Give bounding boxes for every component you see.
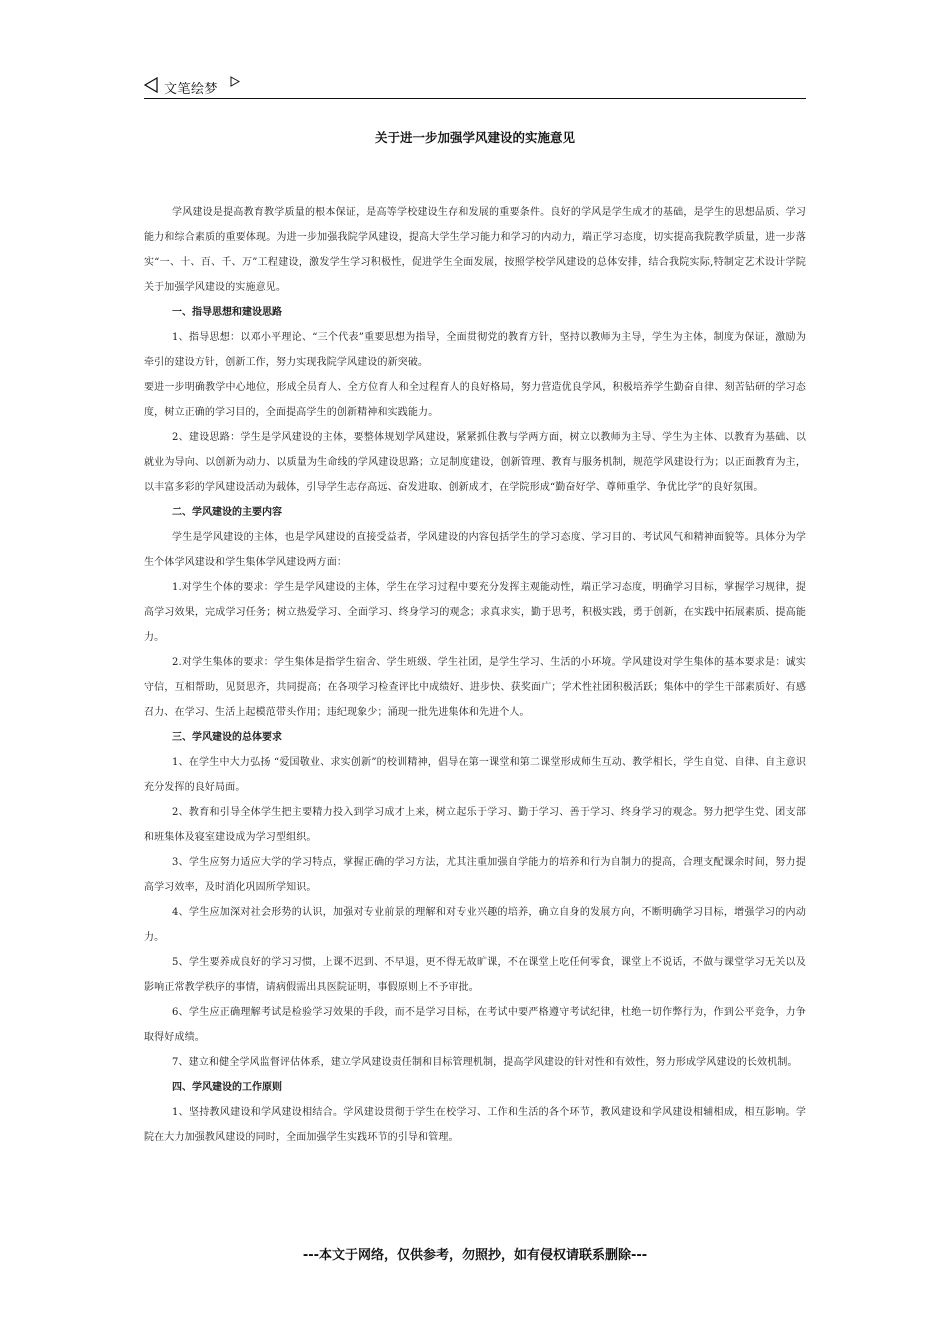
document-body — [144, 200, 806, 1150]
body-paragraph: 1、坚持教风建设和学风建设相结合。学风建设贯彻于学生在校学习、工作和生活的各个环节，教风建设和学风建设相辅相成，相互影响。学院在大力加强教风建设的同时，全面加强学生实践环节的引导和管理。 — [144, 1107, 806, 1143]
body-paragraph: 3、学生应努力适应大学的学习特点，掌握正确的学习方法，尤其注重加强自学能力的培养和行为自制力的提高，合理支配课余时间，努力提高学习效率，及时消化巩固所学知识。 — [144, 857, 806, 893]
brand-name: 文笔绘梦 — [164, 82, 219, 97]
body-paragraph: 1、指导思想：以邓小平理论、“三个代表”重要思想为指导，全面贯彻党的教育方针，坚持以教师为主导，学生为主体，制度为保证，激励为牵引的建设方针，创新工作，努力实现我院学风建设的新突破。 — [144, 332, 806, 368]
body-paragraph: 学风建设是提高教育教学质量的根本保证，是高等学校建设生存和发展的重要条件。良好的学风是学生成才的基础，是学生的思想品质、学习能力和综合素质的重要体现。为进一步加强我院学风建设，提高大学生学习能力和学习的内动力，端正学习态度，切实提高我院教学质量，进一步落实“一、十、百、千、万”工程建设，激发学生学习积极性，促进学生全面发展，按照学校学风建设的总体安排，结合我院实际,特制定艺术设计学院关于加强学风建设的实施意见。 — [144, 207, 806, 293]
triangle-right-icon — [230, 76, 240, 87]
body-paragraph: 7、建立和健全学风监督评估体系，建立学风建设责任制和目标管理机制，提高学风建设的针对性和有效性，努力形成学风建设的长效机制。 — [172, 1057, 798, 1068]
document-title: 关于进一步加强学风建设的实施意见 — [374, 130, 575, 145]
section-heading: 二、学风建设的主要内容 — [172, 507, 282, 518]
body-paragraph: 5、学生要养成良好的学习习惯，上课不迟到、不早退，更不得无故旷课，不在课堂上吃任何零食，课堂上不说话，不做与课堂学习无关以及影响正常教学秩序的事情，请病假需出具医院证明，事假原则上不予审批。 — [144, 957, 806, 993]
body-paragraph: 要进一步明确教学中心地位，形成全员育人、全方位育人和全过程育人的良好格局，努力营造优良学风，积极培养学生勤奋自律、刻苦钻研的学习态度，树立正确的学习目的，全面提高学生的创新精神和实践能力。 — [144, 382, 806, 418]
body-paragraph: 1.对学生个体的要求：学生是学风建设的主体，学生在学习过程中要充分发挥主观能动性，端正学习态度，明确学习目标，掌握学习规律，提高学习效果，完成学习任务；树立热爱学习、全面学习、终身学习的观念；求真求实，勤于思考，积极实践，勇于创新，在实践中拓展素质、提高能力。 — [144, 582, 806, 643]
footer-disclaimer: ---本文于网络，仅供参考，勿照抄，如有侵权请联系删除--- — [302, 1248, 648, 1263]
body-paragraph: 2、建设思路：学生是学风建设的主体，要整体规划学风建设，紧紧抓住教与学两方面，树立以教师为主导、学生为主体、以教育为基础、以就业为导向、以创新为动力、以质量为生命线的学风建设思路；立足制度建设，创新管理、教育与服务机制，规范学风建设行为；以正面教育为主，以丰富多彩的学风建设活动为载体，引导学生志存高远、奋发进取、创新成才，在学院形成“勤奋好学、尊师重学、争优比学”的良好氛围。 — [144, 432, 806, 493]
section-heading: 一、指导思想和建设思路 — [172, 307, 282, 318]
page-header — [144, 74, 806, 99]
body-paragraph: 6、学生应正确理解考试是检验学习效果的手段，而不是学习目标，在考试中要严格遵守考试纪律，杜绝一切作弊行为，作到公平竞争，力争取得好成绩。 — [144, 1007, 806, 1043]
body-paragraph: 4、学生应加深对社会形势的认识，加强对专业前景的理解和对专业兴趣的培养，确立自身的发展方向，不断明确学习目标，增强学习的内动力。 — [144, 907, 806, 943]
section-heading: 四、学风建设的工作原则 — [172, 1082, 282, 1093]
section-heading: 三、学风建设的总体要求 — [172, 732, 282, 743]
triangle-left-icon — [144, 77, 158, 93]
body-paragraph: 1、在学生中大力弘扬 “爱国敬业、求实创新”的校训精神，倡导在第一课堂和第二课堂形成师生互动、教学相长，学生自觉、自律、自主意识充分发挥的良好局面。 — [144, 757, 806, 793]
body-paragraph: 2、教育和引导全体学生把主要精力投入到学习成才上来，树立起乐于学习、勤于学习、善于学习、终身学习的观念。努力把学生党、团支部和班集体及寝室建设成为学习型组织。 — [144, 807, 806, 843]
body-paragraph: 学生是学风建设的主体，也是学风建设的直接受益者，学风建设的内容包括学生的学习态度、学习目的、考试风气和精神面貌等。具体分为学生个体学风建设和学生集体学风建设两方面： — [144, 532, 806, 568]
body-paragraph: 2.对学生集体的要求：学生集体是指学生宿舍、学生班级、学生社团，是学生学习、生活的小环境。学风建设对学生集体的基本要求是：诚实守信，互相帮助，见贤思齐，共同提高；在各项学习检查评比中成绩好、进步快、获奖面广；学术性社团积极活跃；集体中的学生干部素质好、有感召力、在学习、生活上起模范带头作用；违纪现象少；涌现一批先进集体和先进个人。 — [144, 657, 806, 718]
